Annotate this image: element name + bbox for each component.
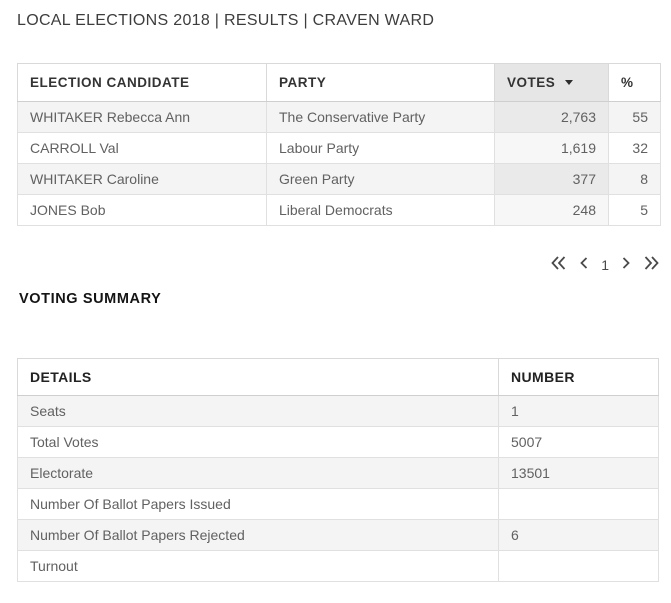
details-cell: Electorate [18,458,499,489]
summary-header-row [18,359,659,396]
percent-cell: 55 [609,102,661,133]
details-cell: Seats [18,396,499,427]
votes-cell: 2,763 [495,102,609,133]
double-chevron-left-icon [550,255,567,271]
summary-row [18,458,659,489]
votes-cell: 1,619 [495,133,609,164]
chevron-left-icon [578,255,589,271]
current-page-indicator[interactable]: 1 [601,257,609,273]
details-cell: Number Of Ballot Papers Rejected [18,520,499,551]
details-cell: Total Votes [18,427,499,458]
header-percent[interactable]: % [609,64,661,102]
number-cell [499,551,659,582]
party-cell: Labour Party [267,133,495,164]
summary-row [18,427,659,458]
voting-summary-title: VOTING SUMMARY [19,291,162,307]
header-election-candidate[interactable]: ELECTION CANDIDATE [18,64,267,102]
next-page-button[interactable] [621,255,632,271]
candidate-cell: JONES Bob [18,195,267,226]
header-votes[interactable] [495,64,609,102]
number-cell: 1 [499,396,659,427]
pagination [17,253,660,273]
number-cell: 5007 [499,427,659,458]
number-cell: 6 [499,520,659,551]
percent-cell: 5 [609,195,661,226]
party-cell: Liberal Democrats [267,195,495,226]
number-cell [499,489,659,520]
page-title: LOCAL ELECTIONS 2018 | RESULTS | CRAVEN WARD [17,12,435,29]
summary-row [18,520,659,551]
party-cell: The Conservative Party [267,102,495,133]
prev-page-button[interactable] [578,255,589,271]
summary-row [18,551,659,582]
details-cell: Number Of Ballot Papers Issued [18,489,499,520]
candidate-cell: CARROLL Val [18,133,267,164]
header-party[interactable]: PARTY [267,64,495,102]
percent-cell: 32 [609,133,661,164]
result-row [18,102,661,133]
details-cell: Turnout [18,551,499,582]
last-page-button[interactable] [643,255,660,271]
votes-cell: 377 [495,164,609,195]
results-table [17,63,661,226]
sort-desc-icon [565,80,573,85]
summary-row [18,489,659,520]
result-row [18,133,661,164]
candidate-cell: WHITAKER Rebecca Ann [18,102,267,133]
header-details: DETAILS [18,359,499,396]
result-row [18,164,661,195]
voting-summary-table [17,358,659,582]
chevron-right-icon [621,255,632,271]
results-header-row [18,64,661,102]
first-page-button[interactable] [550,255,567,271]
summary-row [18,396,659,427]
party-cell: Green Party [267,164,495,195]
result-row [18,195,661,226]
header-votes-label: VOTES [507,75,556,90]
votes-cell: 248 [495,195,609,226]
candidate-cell: WHITAKER Caroline [18,164,267,195]
header-number: NUMBER [499,359,659,396]
double-chevron-right-icon [643,255,660,271]
percent-cell: 8 [609,164,661,195]
number-cell: 13501 [499,458,659,489]
